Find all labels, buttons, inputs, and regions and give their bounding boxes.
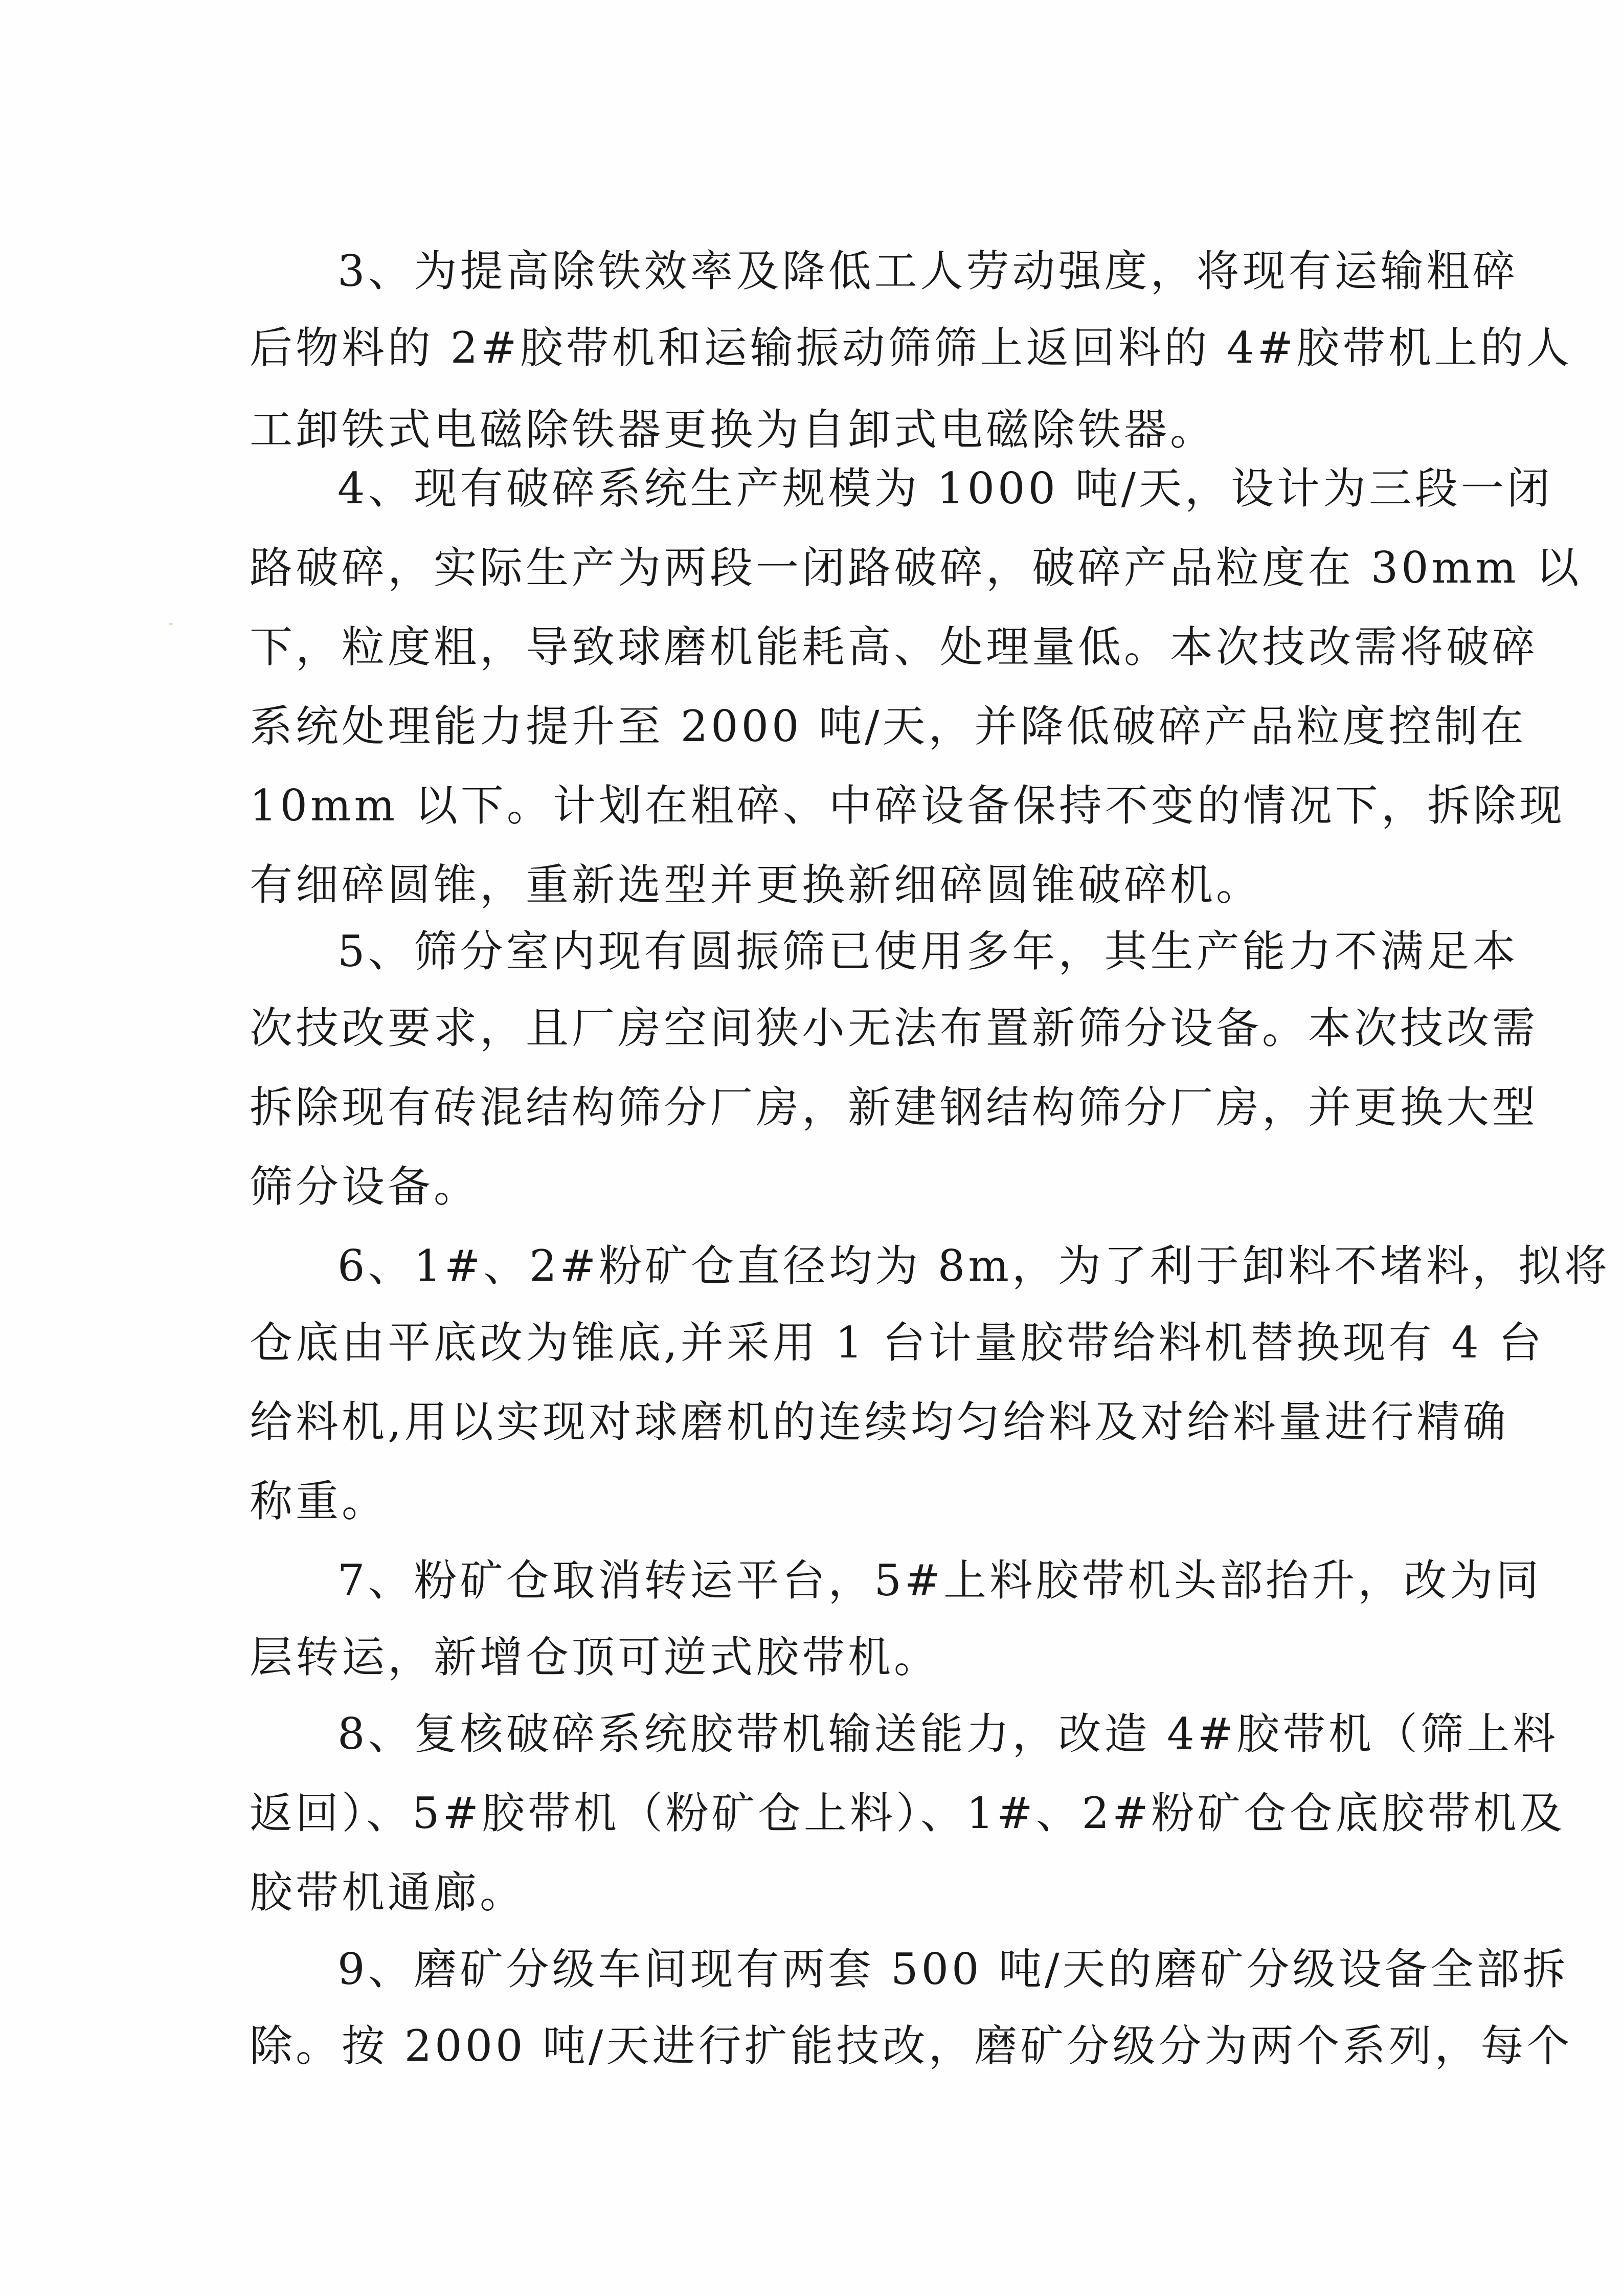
paragraph-6-line-3: 给料机,用以实现对球磨机的连续均匀给料及对给料量进行精确 bbox=[250, 1397, 1509, 1447]
paragraph-4-line-1: 4、现有破碎系统生产规模为 1000 吨/天，设计为三段一闭 bbox=[337, 463, 1553, 514]
paragraph-5-line-4: 筛分设备。 bbox=[250, 1162, 480, 1212]
paragraph-6-line-2: 仓底由平底改为锥底,并采用 1 台计量胶带给料机替换现有 4 台 bbox=[250, 1318, 1545, 1368]
paragraph-3-line-1: 3、为提高除铁效率及降低工人劳动强度，将现有运输粗碎 bbox=[337, 246, 1519, 296]
scan-speck bbox=[169, 623, 173, 625]
paragraph-9-line-1: 9、磨矿分级车间现有两套 500 吨/天的磨矿分级设备全部拆 bbox=[337, 1944, 1569, 1994]
paragraph-5-line-3: 拆除现有砖混结构筛分厂房，新建钢结构筛分厂房，并更换大型 bbox=[250, 1082, 1539, 1132]
paragraph-7-line-1: 7、粉矿仓取消转运平台，5#上料胶带机头部抬升，改为同 bbox=[337, 1555, 1542, 1606]
paragraph-4-line-6: 有细碎圆锥，重新选型并更换新细碎圆锥破碎机。 bbox=[250, 860, 1263, 910]
paragraph-8-line-2: 返回）、5#胶带机（粉矿仓上料）、1#、2#粉矿仓仓底胶带机及 bbox=[250, 1788, 1566, 1838]
paragraph-6-line-1: 6、1#、2#粉矿仓直径均为 8m，为了利于卸料不堵料，拟将 bbox=[337, 1241, 1610, 1291]
paragraph-9-line-2: 除。按 2000 吨/天进行扩能技改，磨矿分级分为两个系列，每个 bbox=[250, 2021, 1573, 2071]
paragraph-4-line-5: 10mm 以下。计划在粗碎、中碎设备保持不变的情况下，拆除现 bbox=[250, 781, 1565, 831]
paragraph-3-line-3: 工卸铁式电磁除铁器更换为自卸式电磁除铁器。 bbox=[250, 405, 1216, 455]
paragraph-4-line-4: 系统处理能力提升至 2000 吨/天，并降低破碎产品粒度控制在 bbox=[250, 701, 1527, 751]
paragraph-5-line-2: 次技改要求，且厂房空间狭小无法布置新筛分设备。本次技改需 bbox=[250, 1003, 1539, 1053]
paragraph-4-line-2: 路破碎，实际生产为两段一闭路破碎，破碎产品粒度在 30mm 以 bbox=[250, 543, 1582, 593]
paragraph-5-line-1: 5、筛分室内现有圆振筛已使用多年，其生产能力不满足本 bbox=[337, 926, 1519, 976]
paragraph-8-line-3: 胶带机通廊。 bbox=[250, 1867, 526, 1918]
paragraph-3-line-2: 后物料的 2#胶带机和运输振动筛筛上返回料的 4#胶带机上的人 bbox=[250, 323, 1573, 373]
paragraph-6-line-4: 称重。 bbox=[250, 1476, 388, 1526]
paragraph-8-line-1: 8、复核破碎系统胶带机输送能力，改造 4#胶带机（筛上料 bbox=[337, 1709, 1559, 1759]
paragraph-7-line-2: 层转运，新增仓顶可逆式胶带机。 bbox=[250, 1632, 940, 1682]
paragraph-4-line-3: 下，粒度粗，导致球磨机能耗高、处理量低。本次技改需将破碎 bbox=[250, 622, 1539, 672]
